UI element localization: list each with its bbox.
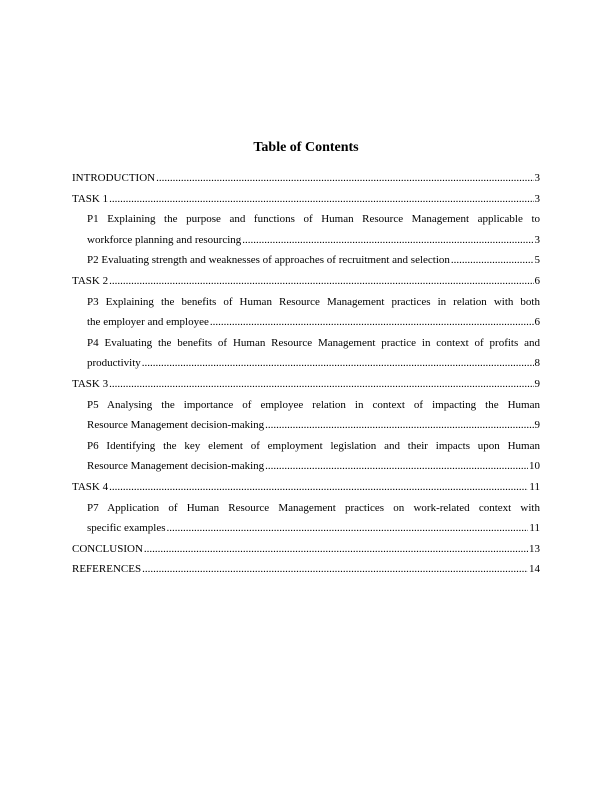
dot-leader (167, 518, 529, 539)
toc-entry-introduction[interactable] (72, 168, 540, 189)
toc-page-number: 6 (534, 316, 540, 329)
toc-page-number: 11 (529, 480, 540, 493)
toc-entry-text-line-2: specific examples (87, 522, 166, 535)
toc-title: Table of Contents (253, 140, 359, 155)
dot-leader (109, 477, 528, 498)
toc-entry-text: TASK 4 (72, 480, 109, 493)
toc-entry-text: TASK 1 (72, 192, 109, 205)
toc-entry-conclusion[interactable] (72, 539, 540, 560)
toc-page-number: 5 (534, 254, 540, 267)
dot-leader (109, 271, 533, 292)
toc-entry-task-4[interactable] (72, 477, 540, 498)
dot-leader (451, 250, 534, 271)
toc-entry-text: CONCLUSION (72, 542, 143, 555)
toc-entry-p7[interactable] (72, 498, 540, 539)
toc-entry-text-line-1: P3 Explaining the benefits of Human Resource Management practices in relation with both (87, 295, 540, 308)
toc-entry-text-line-1: P4 Evaluating the benefits of Human Resource Management practice in context of profits and (87, 336, 540, 349)
toc-page-number: 6 (534, 274, 540, 287)
toc-page-number: 9 (534, 377, 540, 390)
dot-leader (109, 189, 533, 210)
toc-page-number: 3 (534, 172, 540, 184)
toc-entry-p4[interactable] (72, 333, 540, 374)
toc-entry-text-line-1: P6 Identifying the key element of employment legislation and their impacts upon Human (87, 439, 540, 452)
toc-page-number: 13 (529, 542, 540, 555)
toc-entry-p6[interactable] (72, 436, 540, 477)
toc-page-number: 11 (529, 522, 540, 535)
toc-page-number: 14 (529, 563, 540, 576)
toc-entry-text-line-1: P5 Analysing the importance of employee relation in context of impacting the Human (87, 398, 540, 411)
toc-page-number: 10 (529, 460, 540, 473)
toc-entry-text: TASK 2 (72, 274, 109, 287)
dot-leader (144, 539, 528, 560)
toc-entry-p2[interactable] (72, 250, 540, 271)
toc-page-number: 3 (534, 233, 540, 246)
dot-leader (142, 353, 534, 374)
toc-entry-text-line-2: Resource Management decision-making (87, 460, 265, 473)
toc-entry-text: REFERENCES (72, 563, 142, 576)
toc-entry-p3[interactable] (72, 292, 540, 333)
toc-entry-p1[interactable] (72, 209, 540, 250)
dot-leader (142, 559, 528, 580)
dot-leader (109, 374, 533, 395)
toc-entry-p5[interactable] (72, 395, 540, 436)
dot-leader (265, 456, 528, 477)
dot-leader (265, 415, 533, 436)
toc-page-number: 3 (534, 192, 540, 205)
toc-entry-text-line-1: P7 Application of Human Resource Management practices on work-related context with (87, 501, 540, 514)
toc-entry-task-1[interactable] (72, 189, 540, 210)
toc-entry-task-3[interactable] (72, 374, 540, 395)
toc-entry-task-2[interactable] (72, 271, 540, 292)
toc-entry-text-line-2: productivity (87, 357, 141, 370)
toc-entry-text: P2 Evaluating strength and weaknesses of approaches of recruitment and selection (87, 254, 450, 267)
toc-entry-text-line-1: P1 Explaining the purpose and functions of Human Resource Management applicable to (87, 213, 540, 226)
toc-entry-text-line-2: workforce planning and resourcing (87, 233, 242, 246)
toc-page-number: 8 (534, 357, 540, 370)
toc-entry-text: TASK 3 (72, 377, 109, 390)
dot-leader (210, 312, 534, 333)
table-of-contents (72, 168, 540, 580)
dot-leader (156, 168, 533, 189)
toc-entry-references[interactable] (72, 559, 540, 580)
toc-entry-text-line-2: Resource Management decision-making (87, 419, 265, 432)
toc-entry-text: INTRODUCTION (72, 172, 156, 184)
dot-leader (242, 230, 533, 251)
toc-entry-text-line-2: the employer and employee (87, 316, 209, 329)
toc-page-number: 9 (534, 419, 540, 432)
